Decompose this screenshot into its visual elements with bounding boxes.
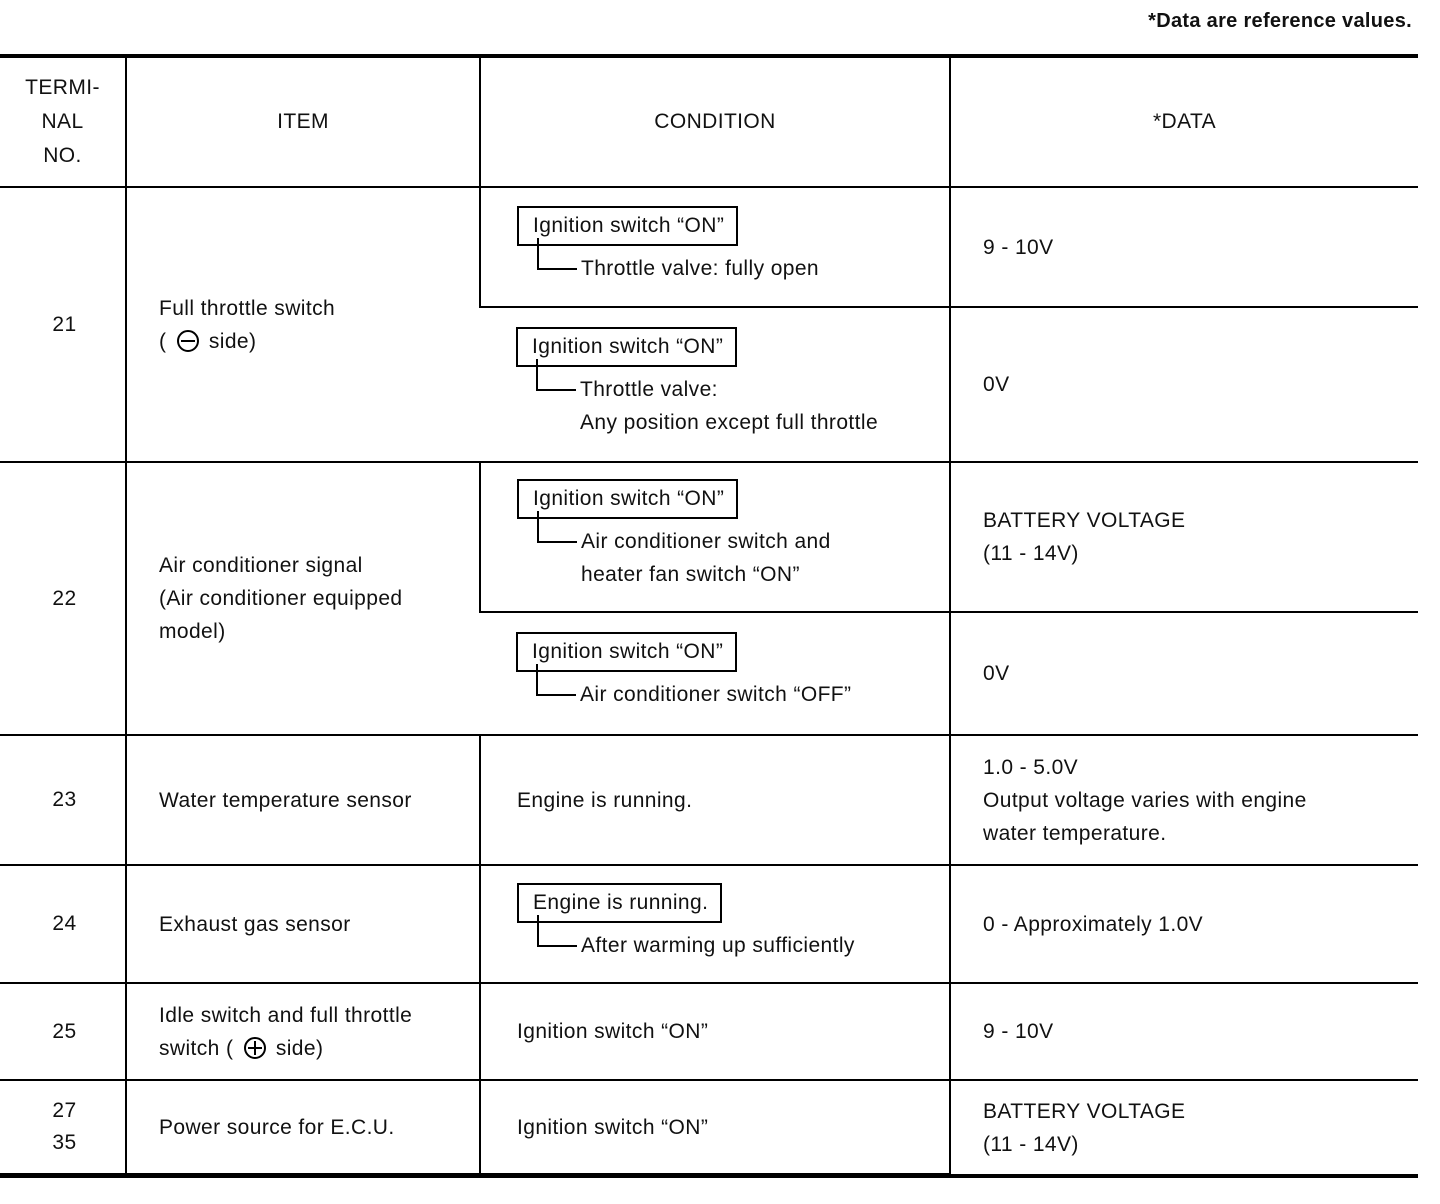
data-value: 9 - 10V [983, 1020, 1054, 1043]
condition-sub-text: After warming up sufficiently [581, 933, 855, 957]
header-terminal-line-3: NO. [43, 144, 82, 167]
condition-block [517, 206, 819, 289]
data-value: 9 - 10V [983, 235, 1054, 259]
header-item: ITEM [126, 58, 480, 187]
header-terminal-line-1: TERMI- [25, 76, 100, 99]
condition-boxed-label: Ignition switch “ON” [517, 479, 738, 519]
condition-cell [480, 307, 950, 462]
item-text: Full throttle switch [159, 296, 336, 320]
condition-boxed-label: Ignition switch “ON” [516, 327, 737, 367]
ecu-terminal-table [0, 58, 1418, 1175]
terminal-value: 21 [52, 312, 77, 336]
condition-cell [480, 1080, 950, 1174]
connector-line [537, 238, 577, 270]
condition-sub [580, 373, 878, 439]
item-text: Air conditioner signal [159, 554, 363, 577]
condition-sub-text: Throttle valve: [580, 377, 718, 401]
condition-sub-text: heater fan switch “ON” [581, 563, 800, 586]
terminal-number [0, 735, 126, 865]
condition-boxed-label: Engine is running. [517, 883, 722, 923]
data-cell [950, 612, 1418, 735]
terminal-number [0, 187, 126, 462]
terminal-number [0, 865, 126, 983]
condition-text: Ignition switch “ON” [517, 1020, 709, 1043]
data-cell [950, 187, 1418, 307]
condition-sub-text: Air conditioner switch and [581, 530, 831, 553]
data-value: 0V [983, 662, 1010, 685]
table-row [0, 1080, 1418, 1174]
condition-block [517, 479, 831, 595]
condition-cell [480, 187, 950, 307]
item-text-symbol-line: ( side) [159, 329, 257, 353]
header-condition: CONDITION [480, 58, 950, 187]
item-cell [126, 1080, 480, 1174]
header-terminal-no [0, 58, 126, 187]
item-cell [126, 983, 480, 1080]
table-row [0, 187, 1418, 307]
plus-circle-icon [244, 1037, 266, 1059]
table-row [0, 735, 1418, 865]
data-value: 0 - Approximately 1.0V [983, 912, 1204, 936]
item-cell [126, 462, 480, 735]
item-cell [126, 735, 480, 865]
terminal-number [0, 1080, 126, 1174]
condition-sub [581, 929, 855, 962]
condition-sub [581, 252, 819, 285]
data-cell [950, 462, 1418, 612]
terminal-value: 27 [52, 1099, 77, 1122]
data-cell [950, 865, 1418, 983]
item-text-symbol-line: switch ( side) [159, 1036, 324, 1060]
table-row [0, 462, 1418, 612]
item-text: Power source for E.C.U. [159, 1115, 395, 1139]
data-value: BATTERY VOLTAGE [983, 509, 1186, 532]
item-text: Water temperature sensor [159, 788, 412, 812]
data-value: (11 - 14V) [983, 1132, 1079, 1156]
connector-line [537, 511, 577, 543]
condition-text: Ignition switch “ON” [517, 1115, 709, 1139]
condition-block [516, 327, 878, 443]
header-data: *DATA [950, 58, 1418, 187]
item-text: Idle switch and full throttle [159, 1003, 413, 1027]
data-value: Output voltage varies with engine [983, 788, 1307, 812]
data-value: 1.0 - 5.0V [983, 755, 1079, 779]
condition-cell [480, 612, 950, 735]
bottom-rule [0, 1174, 1418, 1178]
terminal-number [0, 462, 126, 735]
item-text: model) [159, 620, 226, 643]
condition-sub-text: Any position except full throttle [580, 410, 879, 434]
condition-text: Engine is running. [517, 788, 693, 812]
reference-note: *Data are reference values. [1148, 10, 1412, 32]
condition-block [517, 883, 855, 966]
data-value: water temperature. [983, 821, 1167, 845]
item-text: Exhaust gas sensor [159, 912, 351, 936]
terminal-value: 22 [52, 586, 77, 610]
condition-sub-text: Throttle valve: fully open [581, 256, 820, 280]
terminal-value: 24 [52, 912, 77, 935]
condition-cell [480, 865, 950, 983]
table-row [0, 983, 1418, 1080]
minus-circle-icon [177, 330, 199, 352]
connector-line [537, 915, 577, 947]
condition-sub [581, 525, 831, 591]
terminal-value: 25 [52, 1019, 77, 1043]
connector-line [536, 664, 576, 696]
data-cell [950, 983, 1418, 1080]
condition-cell [480, 462, 950, 612]
data-value: 0V [983, 373, 1010, 396]
condition-cell [480, 983, 950, 1080]
data-cell [950, 307, 1418, 462]
connector-line [536, 359, 576, 391]
item-text: (Air conditioner equipped [159, 587, 403, 610]
table-row [0, 865, 1418, 983]
header-terminal-line-2: NAL [41, 110, 84, 133]
condition-block [516, 632, 851, 715]
item-cell [126, 865, 480, 983]
data-value: BATTERY VOLTAGE [983, 1099, 1186, 1123]
terminal-number [0, 983, 126, 1080]
condition-boxed-label: Ignition switch “ON” [517, 206, 738, 246]
data-cell [950, 1080, 1418, 1174]
header-row [0, 58, 1418, 187]
data-value: (11 - 14V) [983, 542, 1079, 565]
condition-sub-text: Air conditioner switch “OFF” [580, 683, 852, 706]
item-cell [126, 187, 480, 462]
condition-cell [480, 735, 950, 865]
terminal-value: 23 [52, 788, 77, 811]
condition-sub [580, 678, 851, 711]
terminal-value: 35 [52, 1131, 77, 1154]
data-cell [950, 735, 1418, 865]
condition-boxed-label: Ignition switch “ON” [516, 632, 737, 672]
